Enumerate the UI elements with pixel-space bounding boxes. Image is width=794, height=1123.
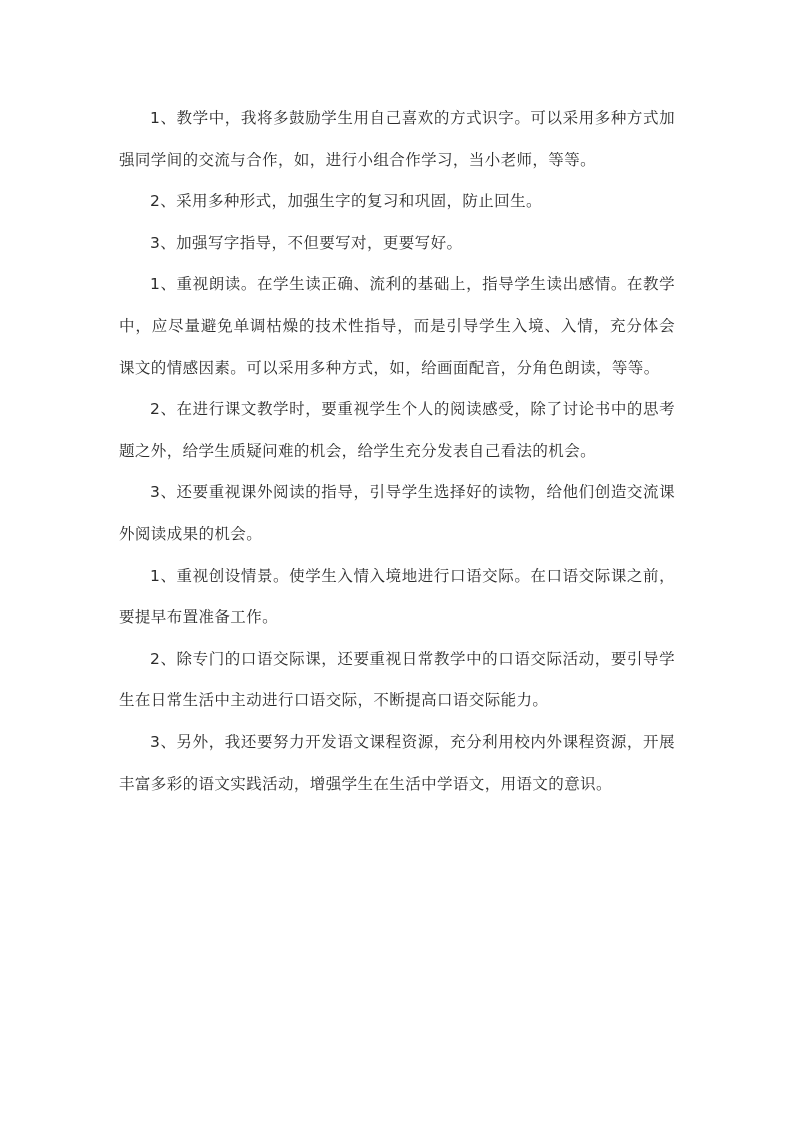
paragraph-1: 1、教学中，我将多鼓励学生用自己喜欢的方式识字。可以采用多种方式加强同学间的交流与合作，如，进行小组合作学习，当小老师，等等。 — [119, 109, 675, 169]
paragraph-2: 2、采用多种形式，加强生字的复习和巩固，防止回生。 — [150, 192, 542, 211]
paragraph-5: 2、在进行课文教学时，要重视学生个人的阅读感受，除了讨论书中的思考题之外，给学生质疑问难的机会，给学生充分发表自己看法的机会。 — [119, 400, 675, 460]
document-body — [119, 98, 675, 805]
paragraph-6: 3、还要重视课外阅读的指导，引导学生选择好的读物，给他们创造交流课外阅读成果的机会。 — [119, 483, 675, 543]
paragraph-8: 2、除专门的口语交际课，还要重视日常教学中的口语交际活动，要引导学生在日常生活中主动进行口语交际，不断提高口语交际能力。 — [119, 649, 675, 710]
paragraph-9: 3、另外，我还要努力开发语文课程资源，充分利用校内外课程资源，开展丰富多彩的语文实践活动，增强学生在生活中学语文，用语文的意识。 — [119, 732, 675, 793]
paragraph-4: 1、重视朗读。在学生读正确、流利的基础上，指导学生读出感情。在教学中，应尽量避免单调枯燥的技术性指导，而是引导学生入境、入情，充分体会课文的情感因素。可以采用多种方式，如，给画面配音，分角色朗读，等等。 — [119, 275, 675, 377]
paragraph-3: 3、加强写字指导，不但要写对，更要写好。 — [150, 233, 463, 252]
paragraph-7: 1、重视创设情景。使学生入情入境地进行口语交际。在口语交际课之前，要提早布置准备工作。 — [119, 566, 675, 627]
